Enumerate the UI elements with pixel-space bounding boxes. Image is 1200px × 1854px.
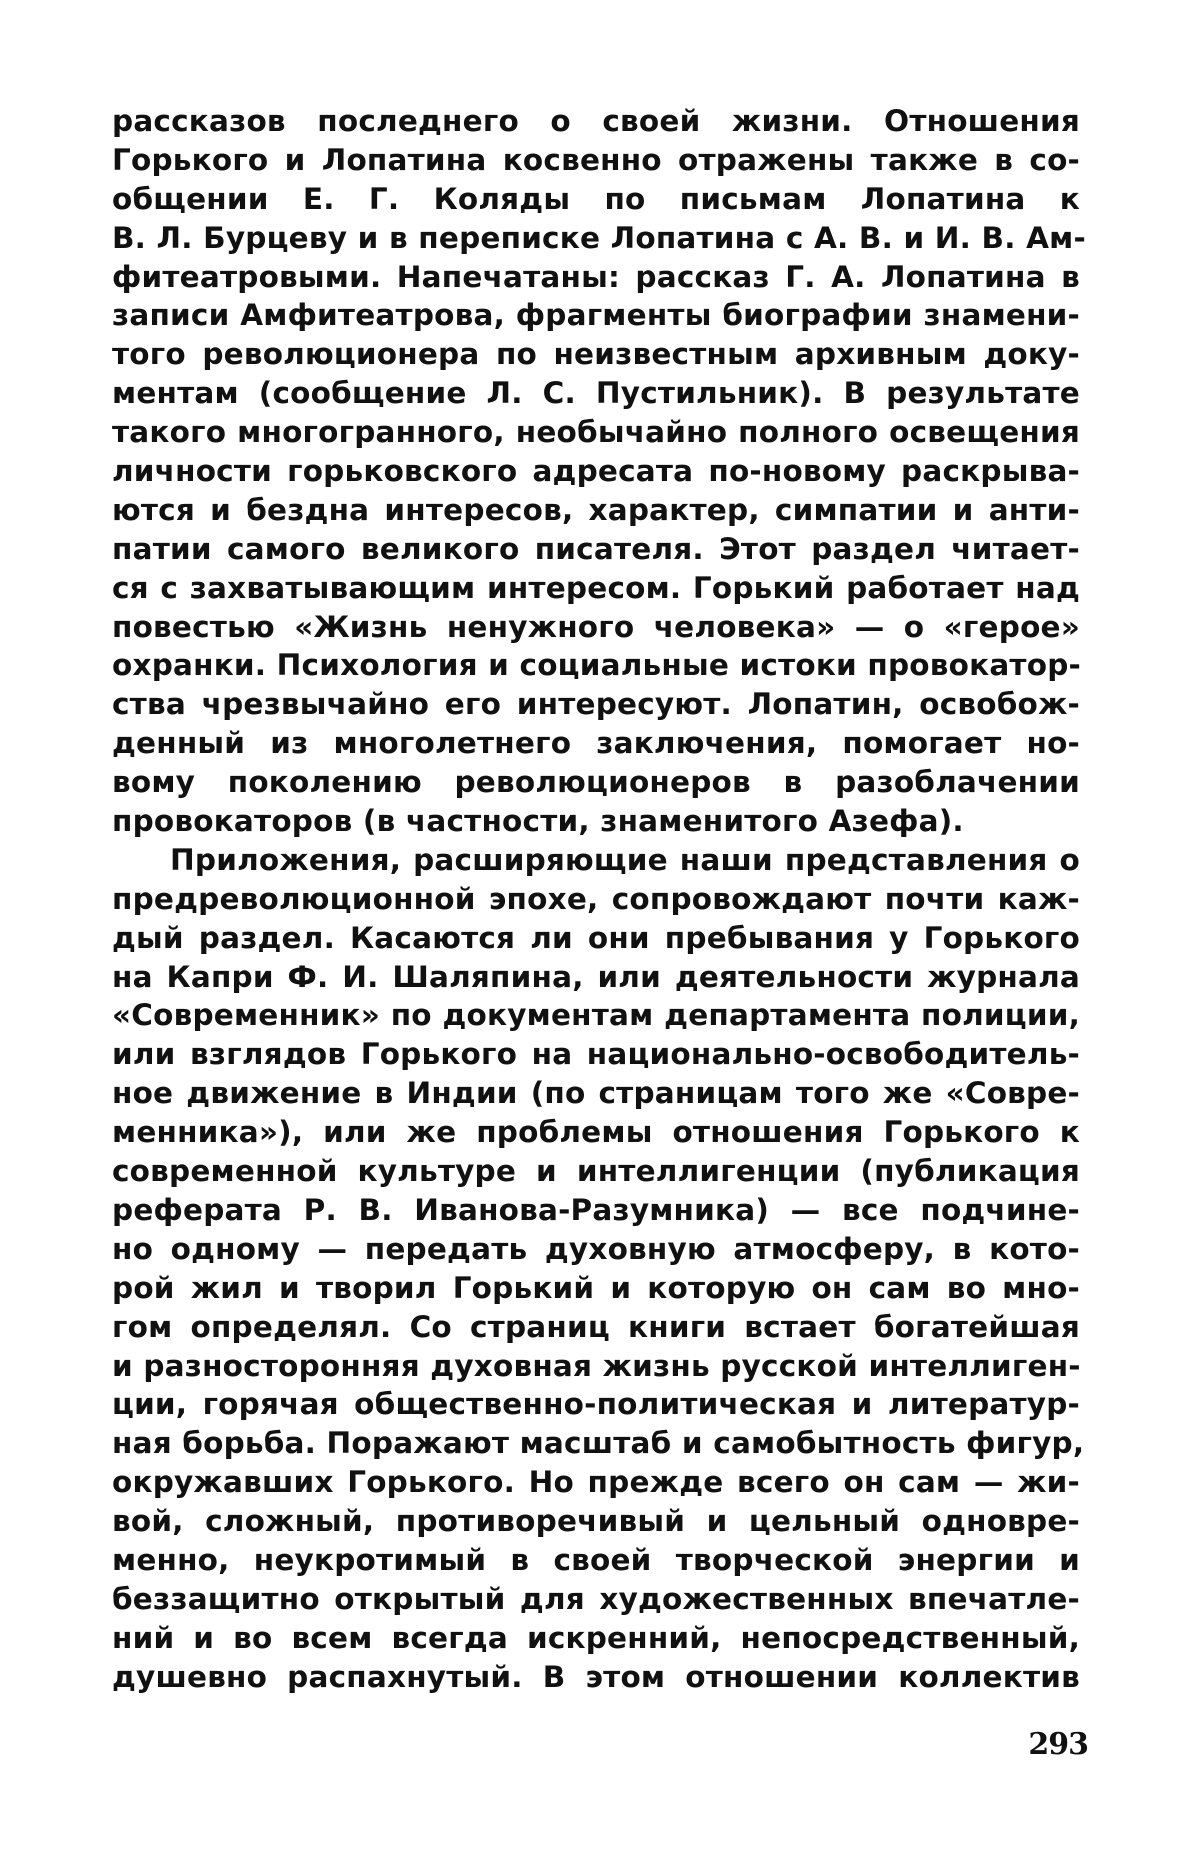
text-line: дый раздел. Касаются ли они пребывания у Горького [112,920,1080,955]
text-line: рассказов последнего о своей жизни. Отношения [112,104,1080,138]
text-line: повестью «Жизнь ненужного человека» — о «герое» [112,609,1080,644]
text-line: реферата Р. В. Иванова-Разумника) — все подчине- [112,1192,1080,1227]
text-line: охранки. Психология и социальные истоки провокатор- [112,648,1081,683]
paragraph-end-line: провокаторов (в частности, знаменитого Азефа). [112,804,964,839]
page-number: 293 [1028,1727,1088,1762]
text-line: гом определял. Со страниц книги встает богатейшая [112,1309,1080,1344]
text-line: В. Л. Бурцеву и в переписке Лопатина с А. В. и И. В. Ам- [112,220,1086,255]
text-line: вому поколению революционеров в разоблачении [112,765,1080,800]
text-line: менно, неукротимый в своей творческой энергии и [112,1542,1080,1577]
text-line: фитеатровыми. Напечатаны: рассказ Г. А. Лопатина в [112,259,1080,294]
text-line: на Капри Ф. И. Шаляпина, или деятельности журнала [112,959,1080,994]
text-line: предреволюционной эпохе, сопровождают почти каж- [112,881,1080,916]
text-line: ний и во всем всегда искренний, непосредственный, [112,1620,1080,1655]
text-line: личности горьковского адресата по-новому раскрыва- [112,454,1080,489]
text-line: ная борьба. Поражают масштаб и самобытность фигур, [112,1426,1085,1461]
body-text [112,102,1086,1697]
text-line: ции, горячая общественно-политическая и литератур- [112,1387,1080,1422]
text-line: ментам (сообщение Л. С. Пустильник). В результате [112,376,1080,411]
text-line: такого многогранного, необычайно полного освещения [112,415,1080,450]
text-line: ся с захватывающим интересом. Горький работает над [112,570,1080,605]
text-line: душевно распахнутый. В этом отношении коллектив [112,1659,1080,1694]
text-line: Горького и Лопатина косвенно отражены также в со- [112,142,1080,177]
text-line: ное движение в Индии (по страницам того же «Совре- [112,1076,1080,1111]
text-line: общении Е. Г. Коляды по письмам Лопатина к [112,181,1080,216]
text-line: или взглядов Горького на национально-освободитель- [112,1037,1080,1072]
text-line: окружавших Горького. Но прежде всего он сам — жи- [112,1465,1080,1500]
text-line: беззащитно открытый для художественных впечатле- [112,1581,1080,1616]
text-line: менника»), или же проблемы отношения Горького к [112,1115,1080,1150]
text-line: ются и бездна интересов, характер, симпатии и анти- [112,492,1080,527]
text-line: денный из многолетнего заключения, помогает но- [112,726,1080,761]
text-line: рой жил и творил Горький и которую он сам во мно- [112,1270,1080,1305]
paragraph-start-line: Приложения, расширяющие наши представления о [170,842,1080,877]
text-line: и разносторонняя духовная жизнь русской интеллиген- [112,1348,1081,1383]
text-line: вой, сложный, противоречивый и цельный одновре- [112,1504,1080,1539]
text-line: но одному — передать духовную атмосферу, в кото- [112,1231,1080,1266]
text-line: патии самого великого писателя. Этот раздел читает- [112,531,1080,566]
text-line: того революционера по неизвестным архивным доку- [112,337,1080,372]
text-line: ства чрезвычайно его интересуют. Лопатин, освобож- [112,687,1080,722]
text-line: «Современник» по документам департамента полиции, [112,998,1080,1033]
text-line: современной культуре и интеллигенции (публикация [112,1154,1080,1189]
text-line: записи Амфитеатрова, фрагменты биографии знамени- [112,298,1080,333]
